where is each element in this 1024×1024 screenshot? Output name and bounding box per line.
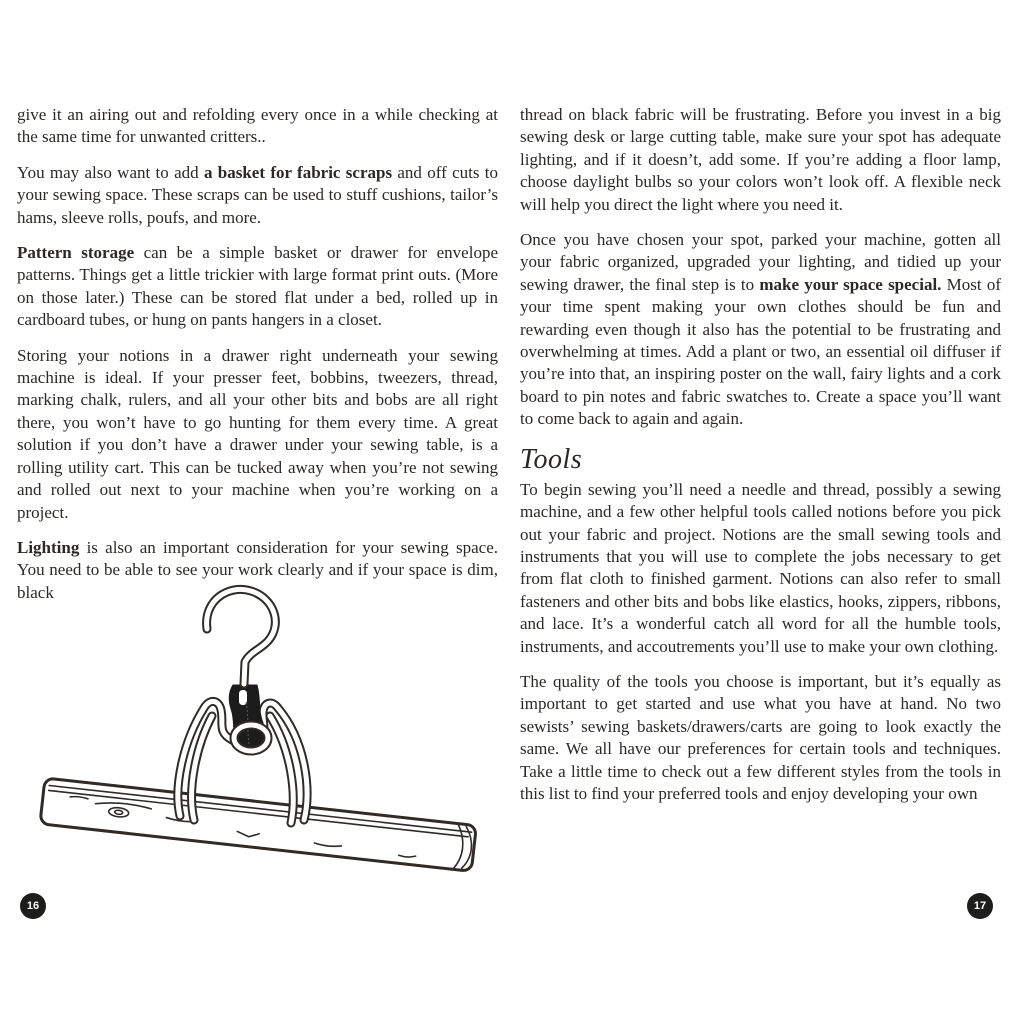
pants-hanger-illustration [20, 582, 500, 882]
page-number-badge-right [967, 893, 993, 919]
text-run: To begin sewing you’ll need a needle and thread, possibly a sewing machine, and a few other helpful tools called notions before you pick out your fabric and project. Notions are the small sewing tools and instruments that you will use to complete the jobs necessary to get from flat cloth to finished garment. Notions can also refer to small fasteners and other bits and bobs like elastics, hooks, zippers, ribbons, and lace. It’s a wonderful catch all word for all the humble tools, instruments, and accoutrements you’ll use to make your own clothing. [520, 479, 1001, 656]
text-run: Once you have chosen your spot, parked your machine, gotten all your fabric organized, upgraded your lighting, and tidied up your sewing drawer, the final step is to [520, 230, 1001, 294]
bold-text-run: make your space special. [759, 274, 942, 294]
page-number: 16 [26, 900, 40, 912]
page-number: 17 [973, 900, 987, 912]
text-run: The quality of the tools you choose is important, but it’s equally as important to get started and use what you have at hand. No two sewists’ sewing baskets/drawers/carts are going to look exactly the same. We all have our preferences for certain tools and techniques. Take a little time to check out a few different styles from the tools in this list to find your preferred tools and enjoy developing your own [520, 671, 1001, 803]
paragraph [520, 104, 1001, 216]
paragraph [17, 162, 498, 229]
text-run: can be a simple basket or drawer for envelope patterns. Things get a little trickier with large format print outs. (More on those later.) These can be stored flat under a bed, rolled up in cardboard tubes, or hung on pants hangers in a closet. [17, 243, 498, 330]
text-run: Storing your notions in a drawer right underneath your sewing machine is ideal. If your presser feet, bobbins, tweezers, thread, marking chalk, rulers, and all your other bits and bobs are all right there, you won’t have to go hunting for them every time. A great solution if you don’t have a drawer under your sewing table, is a rolling utility cart. This can be tucked away when you’re not sewing and rolled out next to your machine when you’re working on a project. [17, 345, 498, 522]
hanger-hook [207, 589, 276, 684]
paragraph [520, 479, 1001, 658]
section-heading [520, 444, 1001, 476]
page-number-badge-left [20, 893, 46, 919]
bold-text-run: Pattern storage [17, 243, 135, 263]
paragraph [17, 345, 498, 524]
text-run: Tools [520, 443, 583, 475]
bold-text-run: Lighting [17, 537, 80, 557]
text-run: is also an important consideration for your sewing space. You need to be able to see your work clearly and if your space is dim, black [17, 537, 498, 602]
text-run: thread on black fabric will be frustrating. Before you invest in a big sewing desk or large cutting table, make sure your spot has adequate lighting, and if it doesn’t, add some. If you’re adding a floor lamp, choose daylight bulbs so your colors won’t look off. A flexible neck will help you direct the light where you need it. [520, 105, 1001, 214]
paragraph [17, 242, 498, 332]
text-run: You may also want to add [17, 162, 204, 182]
paragraph [520, 671, 1001, 805]
paragraph [520, 229, 1001, 431]
left-page-text-column [17, 104, 498, 617]
bold-text-run: a basket for fabric scraps [203, 162, 393, 182]
paragraph [17, 104, 498, 149]
text-run: give it an airing out and refolding every once in a while checking at the same time for unwanted critters.. [17, 105, 498, 147]
text-run: Most of your time spent making your own clothes should be fun and rewarding even though it also has the potential to be frustrating and overwhelming at times. Add a plant or two, an essential oil diffuser if you’re into that, an inspiring poster on the wall, fairy lights and a cork board to pin notes and fabric swatches to. Create a space you’ll want to come back to again and again. [520, 274, 1002, 429]
right-page-text-column [520, 104, 1001, 818]
hanger-bar [40, 778, 476, 871]
text-run: and off cuts to your sewing space. These scraps can be used to stuff cushions, tailor’s hams, sleeve rolls, poufs, and more. [17, 162, 498, 227]
